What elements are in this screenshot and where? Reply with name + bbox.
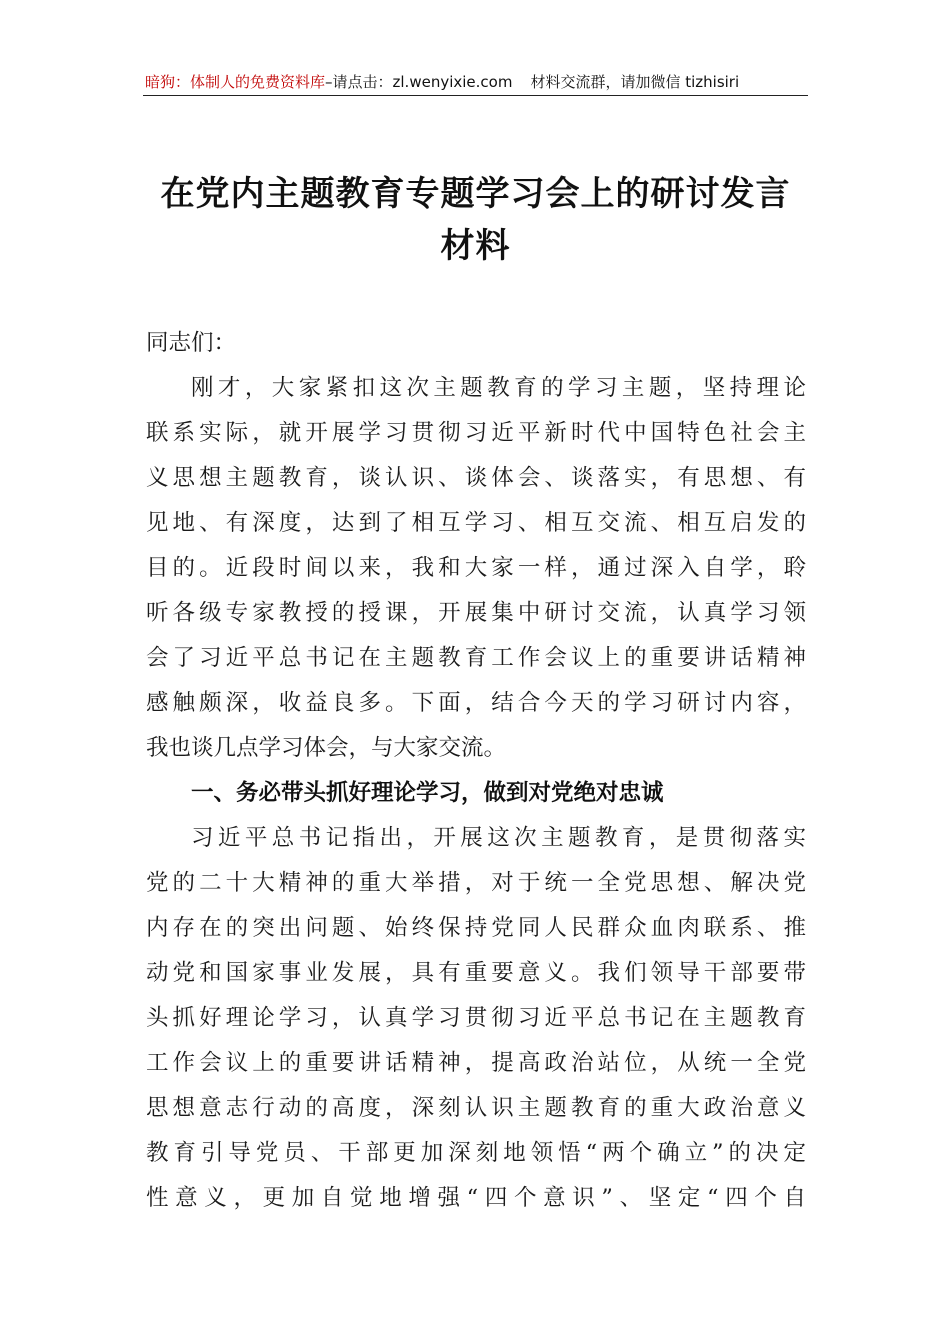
title-line-2: 材料 <box>440 226 511 266</box>
header-ad-text: 暗狗：体制人的免费资料库 <box>145 73 326 91</box>
paragraph-line: 头抓好理论学习，认真学习贯彻习近平总书记在主题教育 <box>146 1005 806 1031</box>
paragraph-line: 听各级专家教授的授课，开展集中研讨交流，认真学习领 <box>146 600 806 626</box>
paragraph-line: 联系实际，就开展学习贯彻习近平新时代中国特色社会主 <box>146 420 806 446</box>
paragraph-1 <box>146 366 806 771</box>
document-body <box>146 321 806 1221</box>
paragraph-line: 思想意志行动的高度，深刻认识主题教育的重大政治意义 <box>146 1095 806 1121</box>
paragraph-line: 教育引导党员、干部更加深刻地领悟“两个确立”的决定 <box>146 1140 806 1166</box>
paragraph-line: 感触颇深，收益良多。下面，结合今天的学习研讨内容， <box>146 690 806 716</box>
paragraph-line: 党的二十大精神的重大举措，对于统一全党思想、解决党 <box>146 870 806 896</box>
salutation: 同志们： <box>146 330 237 356</box>
paragraph-line: 我也谈几点学习体会，与大家交流。 <box>146 735 507 761</box>
paragraph-line: 目的。近段时间以来，我和大家一样，通过深入自学，聆 <box>146 555 806 581</box>
paragraph-line: 义思想主题教育，谈认识、谈体会、谈落实，有思想、有 <box>146 465 806 491</box>
section-1-heading: 一、务必带头抓好理论学习，做到对党绝对忠诚 <box>191 780 664 806</box>
paragraph-line: 内存在的突出问题、始终保持党同人民群众血肉联系、推 <box>146 915 806 941</box>
header-click-text[interactable]: –请点击：zl.wenyixie.com <box>325 73 513 91</box>
paragraph-line: 会了习近平总书记在主题教育工作会议上的重要讲话精神 <box>146 645 806 671</box>
section-1-paragraph <box>146 816 806 1221</box>
paragraph-line: 性意义，更加自觉地增强“四个意识”、坚定“四个自 <box>146 1185 806 1211</box>
paragraph-line: 工作会议上的重要讲话精神，提高政治站位，从统一全党 <box>146 1050 806 1076</box>
paragraph-line: 动党和国家事业发展，具有重要意义。我们领导干部要带 <box>146 960 806 986</box>
document-title <box>143 168 808 272</box>
paragraph-line: 习近平总书记指出，开展这次主题教育，是贯彻落实 <box>191 825 806 851</box>
paragraph-line: 刚才，大家紧扣这次主题教育的学习主题，坚持理论 <box>191 375 806 401</box>
header-divider <box>143 95 808 96</box>
title-line-1: 在党内主题教育专题学习会上的研讨发言 <box>160 174 791 214</box>
header-group-text: 材料交流群，请加微信 tizhisiri <box>530 73 740 91</box>
paragraph-line: 见地、有深度，达到了相互学习、相互交流、相互启发的 <box>146 510 806 536</box>
page-header <box>145 70 807 94</box>
